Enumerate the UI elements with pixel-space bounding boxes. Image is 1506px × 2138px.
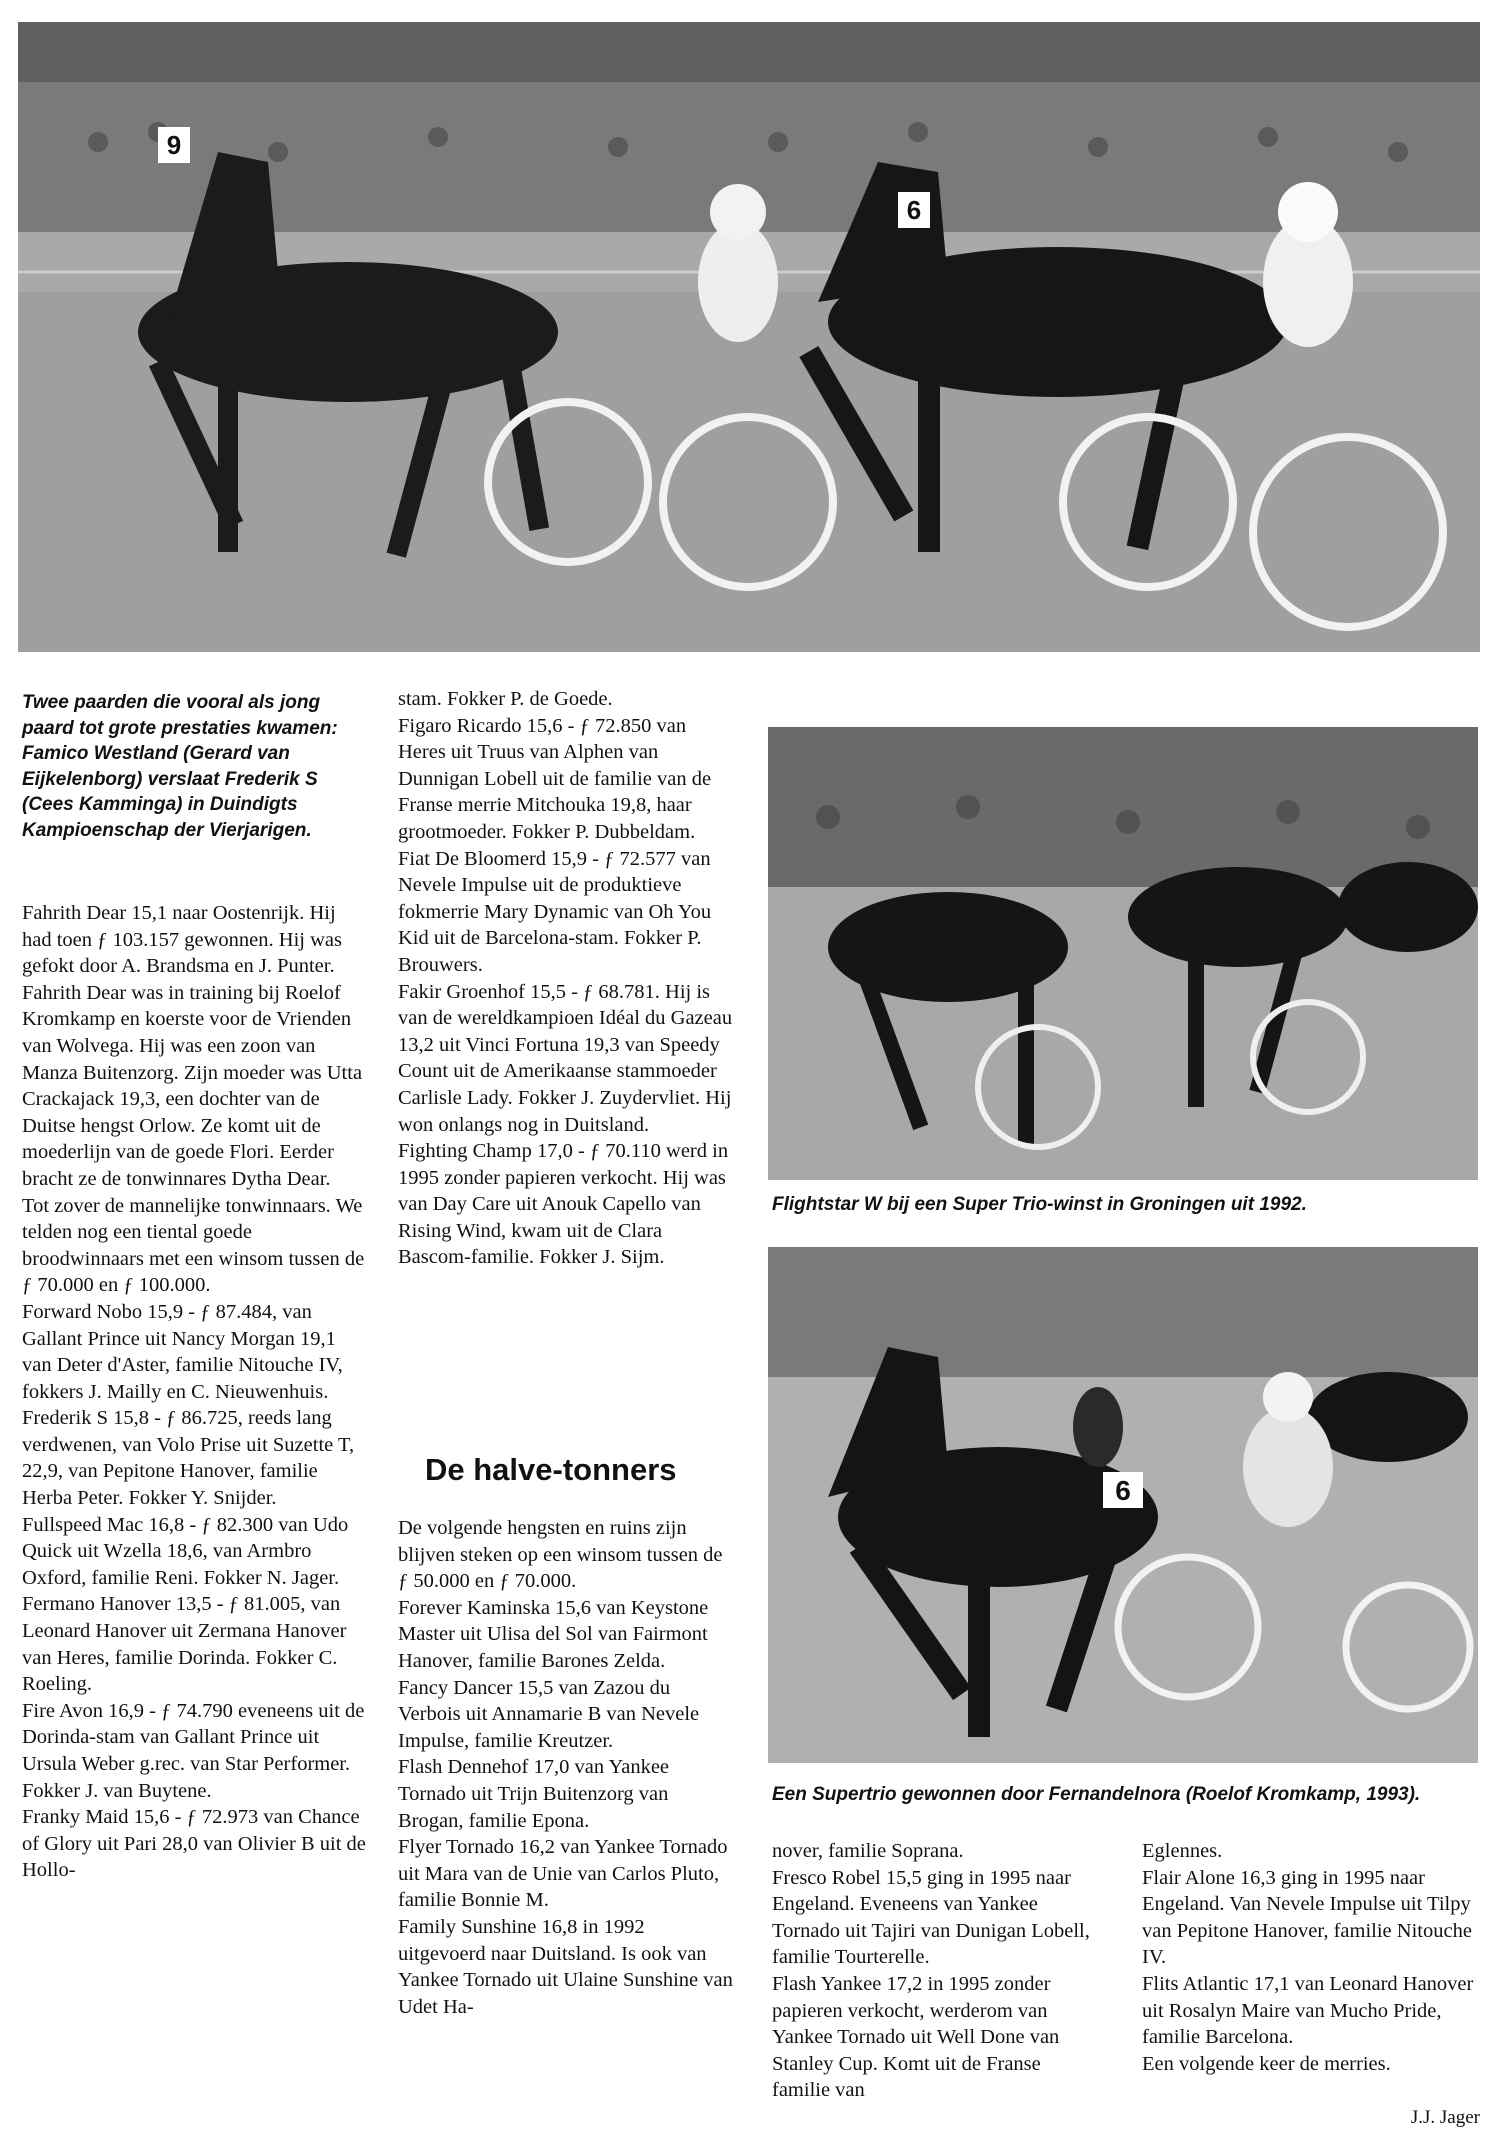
paragraph: Fahrith Dear 15,1 naar Oostenrijk. Hij had toen ƒ 103.157 gewonnen. Hij was gefokt door A. Brandsma en J. Punter. Fahrith Dear was in training bij Roelof Kromkamp en koerste voor de Vrienden van Wolvega. Hij was een zoon van Manza Buitenzorg. Zijn moeder was Utta Crackajack 19,3, een dochter van de Duitse hengst Orlow. Ze komt uit de moederlijn van de goede Flori. Eerder bracht ze de tonwinnares Dytha Dear.: [22, 902, 363, 1190]
paragraph: stam. Fokker P. de Goede.: [398, 688, 613, 710]
paragraph: Fancy Dancer 15,5 van Zazou du Verbois uit Annamarie B van Nevele Impulse, familie Kreutzer.: [398, 1676, 700, 1752]
photo-middle-flightstar: [768, 727, 1478, 1180]
paragraph: Fiat De Bloomerd 15,9 - ƒ 72.577 van Nevele Impulse uit de produktieve fokmerrie Mary Dynamic van Oh You Kid uit de Barcelona-stam. Fokker P. Brouwers.: [398, 847, 712, 976]
paragraph: Forever Kaminska 15,6 van Keystone Master uit Ulisa del Sol van Fairmont Hanover, familie Barones Zelda.: [398, 1596, 709, 1672]
paragraph: Family Sunshine 16,8 in 1992 uitgevoerd naar Duitsland. Is ook van Yankee Tornado uit Ulaine Sunshine van Udet Ha-: [398, 1915, 733, 2018]
caption-top-photo: Twee paarden die vooral als jong paard tot grote prestaties kwamen: Famico Westland (Gerard van Eijkelenborg) verslaat Frederik S (Cees Kamminga) in Duindigts Kampioenschap der Vierjarigen.: [22, 692, 338, 841]
saddle-number-6-bottom: 6: [1115, 1475, 1131, 1506]
author-byline: J.J. Jager: [1410, 2107, 1480, 2128]
paragraph: Een volgende keer de merries.: [1142, 2052, 1391, 2075]
paragraph: Fullspeed Mac 16,8 - ƒ 82.300 van Udo Quick uit Wzella 18,6, van Armbro Oxford, familie Reni. Fokker N. Jager.: [22, 1513, 349, 1589]
saddle-number-9: 9: [166, 130, 182, 160]
photo-top-illustration: [18, 22, 1480, 652]
paragraph: Figaro Ricardo 15,6 - ƒ 72.850 van Heres uit Truus van Alphen van Dunnigan Lobell uit de familie van de Franse merrie Mitchouka 19,8, haar grootmoeder. Fokker P. Dubbeldam.: [398, 714, 712, 843]
paragraph: Fighting Champ 17,0 - ƒ 70.110 werd in 1995 zonder papieren verkocht. Hij was van Day Care uit Anouk Capello van Rising Wind, kwam uit de Clara Bascom-familie. Fokker J. Sijm.: [398, 1140, 729, 1269]
paragraph: nover, familie Soprana.: [772, 1840, 964, 1862]
section-heading: De halve-tonners: [425, 1452, 677, 1487]
photo-bottom-fernandelnora: [768, 1247, 1478, 1763]
photo-bottom-illustration: [768, 1247, 1478, 1763]
caption-bottom-photo: Een Supertrio gewonnen door Fernandelnora (Roelof Kromkamp, 1993).: [772, 1784, 1421, 1805]
paragraph: Fakir Groenhof 15,5 - ƒ 68.781. Hij is van de wereldkampioen Idéal du Gazeau 13,2 uit Vinci Fortuna 19,3 van Speedy Count uit de Amerikaanse stammoeder Carlisle Lady. Fokker J. Zuydervliet. Hij won onlangs nog in Duitsland.: [398, 980, 733, 1136]
paragraph: Eglennes.: [1142, 1840, 1223, 1862]
paragraph: Tot zover de mannelijke tonwinnaars. We telden nog een tiental goede broodwinnaars met een winsom tussen de ƒ 70.000 en ƒ 100.000.: [22, 1194, 365, 1297]
paragraph: Fire Avon 16,9 - ƒ 74.790 eveneens uit de Dorinda-stam van Gallant Prince uit Ursula Weber g.rec. van Star Performer. Fokker J. van Buytene.: [22, 1699, 365, 1802]
paragraph: Flits Atlantic 17,1 van Leonard Hanover uit Rosalyn Maire van Mucho Pride, familie Barcelona.: [1142, 1972, 1474, 2049]
text-column-2-top: [398, 686, 733, 1271]
paragraph: Forward Nobo 15,9 - ƒ 87.484, van Gallant Prince uit Nancy Morgan 19,1 van Deter d'Aster, familie Nitouche IV, fokkers J. Mailly en C. Nieuwenhuis.: [22, 1300, 343, 1403]
text-column-3: [772, 1838, 1102, 2104]
paragraph: Fermano Hanover 13,5 - ƒ 81.005, van Leonard Hanover uit Zermana Hanover van Heres, familie Dorinda. Fokker C. Roeling.: [22, 1593, 347, 1696]
text-column-2-bottom: [398, 1515, 733, 2020]
photo-top-harness-race: [18, 22, 1480, 652]
text-column-1: [22, 900, 367, 1884]
paragraph: Flash Dennehof 17,0 van Yankee Tornado uit Trijn Buitenzorg van Brogan, familie Epona.: [398, 1756, 670, 1832]
photo-middle-illustration: [768, 727, 1478, 1180]
text-column-4: [1142, 1838, 1477, 2077]
paragraph: Flyer Tornado 16,2 van Yankee Tornado uit Mara van de Unie van Carlos Pluto, familie Bonnie M.: [398, 1836, 728, 1912]
paragraph: De volgende hengsten en ruins zijn blijven steken op een winsom tussen de ƒ 50.000 en ƒ 70.000.: [398, 1517, 723, 1593]
paragraph: Frederik S 15,8 - ƒ 86.725, reeds lang verdwenen, van Volo Prise uit Suzette T, 22,9, van Pepitone Hanover, familie Herba Peter. Fokker Y. Snijder.: [22, 1407, 355, 1510]
paragraph: Fresco Robel 15,5 ging in 1995 naar Engeland. Eveneens van Yankee Tornado uit Tajiri van Dunigan Lobell, familie Tourterelle.: [772, 1866, 1090, 1969]
paragraph: Flash Yankee 17,2 in 1995 zonder papieren verkocht, werderom van Yankee Tornado uit Well Done van Stanley Cup. Komt uit de Franse familie van: [772, 1972, 1060, 2102]
paragraph: Flair Alone 16,3 ging in 1995 naar Engeland. Van Nevele Impulse uit Tilpy van Pepitone Hanover, familie Nitouche IV.: [1142, 1866, 1472, 1969]
paragraph: Franky Maid 15,6 - ƒ 72.973 van Chance of Glory uit Pari 28,0 van Olivier B uit de Hollo-: [22, 1806, 366, 1882]
caption-middle-photo: Flightstar W bij een Super Trio-winst in Groningen uit 1992.: [772, 1194, 1307, 1215]
saddle-number-6: 6: [906, 195, 922, 225]
